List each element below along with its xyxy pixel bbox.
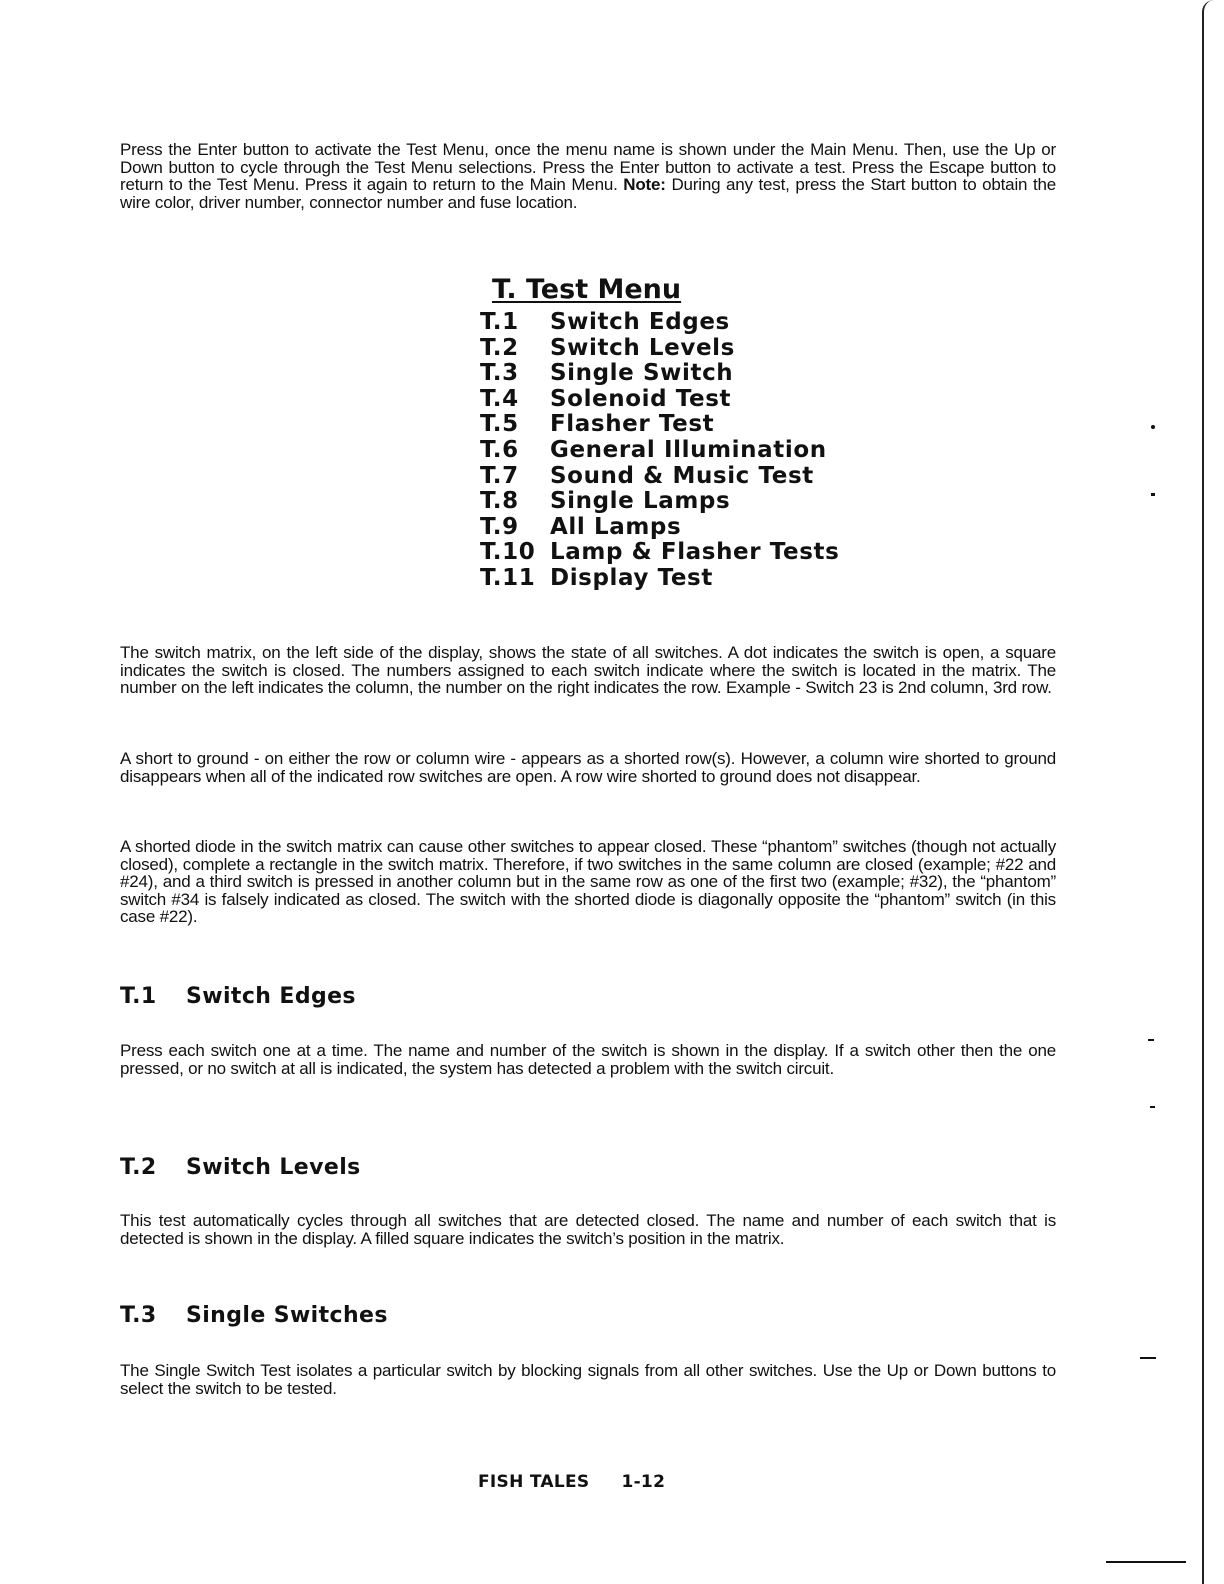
menu-item-label: Lamp & Flasher Tests xyxy=(550,539,840,566)
menu-item-code: T.1 xyxy=(480,309,519,335)
menu-item xyxy=(480,310,900,336)
scan-speck xyxy=(1150,1106,1155,1108)
menu-item-label: Single Switch xyxy=(550,360,734,387)
menu-item-code: T.7 xyxy=(480,462,519,489)
section-body-switch-edges: Press each switch one at a time. The name and number of the switch is shown in the display. If a switch other then the one pressed, or no switch at all is indicated, the system has detected a problem with the switch circuit. xyxy=(120,1041,1056,1078)
menu-item xyxy=(480,387,900,413)
section-heading-switch-levels xyxy=(120,1155,361,1180)
scan-speck xyxy=(1148,1039,1154,1041)
section-title: Switch Levels xyxy=(186,1155,361,1180)
note-label: Note: xyxy=(623,175,666,194)
menu-item-code: T.4 xyxy=(480,385,519,412)
menu-item-label: Flasher Test xyxy=(550,411,715,438)
menu-item-label: Single Lamps xyxy=(550,488,731,515)
menu-item-label: Display Test xyxy=(550,564,713,591)
menu-item-label: Switch Levels xyxy=(550,334,735,361)
section-body-switch-levels: This test automatically cycles through all switches that are detected closed. The name and number of each switch that is detected is shown in the display. A filled square indicates the switch’s position in the matrix. xyxy=(120,1211,1056,1248)
menu-item-label: Sound & Music Test xyxy=(550,462,814,489)
test-menu-title: T. Test Menu xyxy=(492,274,682,305)
section-heading-switch-edges xyxy=(120,984,356,1009)
scan-speck xyxy=(1106,1561,1186,1563)
section-title: Switch Edges xyxy=(186,984,356,1009)
menu-item xyxy=(480,489,900,515)
scan-speck xyxy=(1151,493,1155,496)
menu-item xyxy=(480,412,900,438)
menu-item-code: T.6 xyxy=(480,436,519,463)
menu-item xyxy=(480,566,900,592)
section-code: T.1 xyxy=(120,984,157,1009)
menu-item-code: T.11 xyxy=(480,564,536,591)
footer-title: FISH TALES xyxy=(478,1472,590,1492)
menu-item xyxy=(480,438,900,464)
menu-item-label: Solenoid Test xyxy=(550,385,732,412)
menu-item xyxy=(480,515,900,541)
intro-text-a: Press the Enter button to activate the Test Menu, once the menu name is shown under the Main Menu. Then, use the Up or Down button to cycle through the Test Menu selections. Press the Enter button to activate a test. Press the Escape button to return to the Test Menu. Press it again to return to the Main Menu. xyxy=(120,140,1056,194)
menu-item-code: T.10 xyxy=(480,539,536,566)
menu-item-label: General Illumination xyxy=(550,436,827,463)
menu-item-code: T.2 xyxy=(480,334,519,361)
footer-page-number: 1-12 xyxy=(621,1472,666,1492)
menu-item-code: T.3 xyxy=(480,360,519,387)
short-paragraph: A short to ground - on either the row or column wire - appears as a shorted row(s). However, a column wire shorted to ground disappears when all of the indicated row switches are open. A row wire shorted to ground does not disappear. xyxy=(120,749,1056,786)
section-code: T.2 xyxy=(120,1155,157,1180)
test-menu xyxy=(480,274,900,592)
menu-item-code: T.5 xyxy=(480,411,519,438)
menu-item-label: All Lamps xyxy=(550,513,682,540)
menu-item-code: T.8 xyxy=(480,488,519,515)
intro-text-b: During any test, press the Start button to obtain the wire color, driver number, connector number and fuse location. xyxy=(120,175,1056,212)
section-title: Single Switches xyxy=(186,1303,388,1328)
section-code: T.3 xyxy=(120,1303,157,1328)
menu-item xyxy=(480,336,900,362)
menu-item xyxy=(480,464,900,490)
menu-item-label: Switch Edges xyxy=(550,309,730,335)
menu-item-code: T.9 xyxy=(480,513,519,540)
section-heading-single-switches xyxy=(120,1303,388,1328)
section-body-single-switches: The Single Switch Test isolates a particular switch by blocking signals from all other switches. Use the Up or Down buttons to select the switch to be tested. xyxy=(120,1361,1056,1398)
page-footer xyxy=(478,1472,665,1492)
intro-paragraph xyxy=(120,141,1056,211)
scan-speck xyxy=(1140,1357,1156,1359)
matrix-paragraph: The switch matrix, on the left side of the display, shows the state of all switches. A dot indicates the switch is open, a square indicates the switch is closed. The numbers assigned to each switch indicate where the switch is located in the matrix. The number on the left indicates the column, the number on the right indicates the row. Example - Switch 23 is 2nd column, 3rd row. xyxy=(120,643,1056,697)
diode-paragraph: A shorted diode in the switch matrix can cause other switches to appear closed. These “phantom” switches (though not actually closed), complete a rectangle in the switch matrix. Therefore, if two switches in the same column are closed (example; #22 and #24), and a third switch is pressed in another column but in the same row as one of the first two (example; #32), the “phantom” switch #34 is falsely indicated as closed. The switch with the shorted diode is diagonally opposite the “phantom” switch (in this case #22). xyxy=(120,837,1056,926)
menu-item xyxy=(480,540,900,566)
menu-item xyxy=(480,361,900,387)
scan-speck xyxy=(1151,425,1155,429)
page-edge xyxy=(1202,0,1224,1584)
